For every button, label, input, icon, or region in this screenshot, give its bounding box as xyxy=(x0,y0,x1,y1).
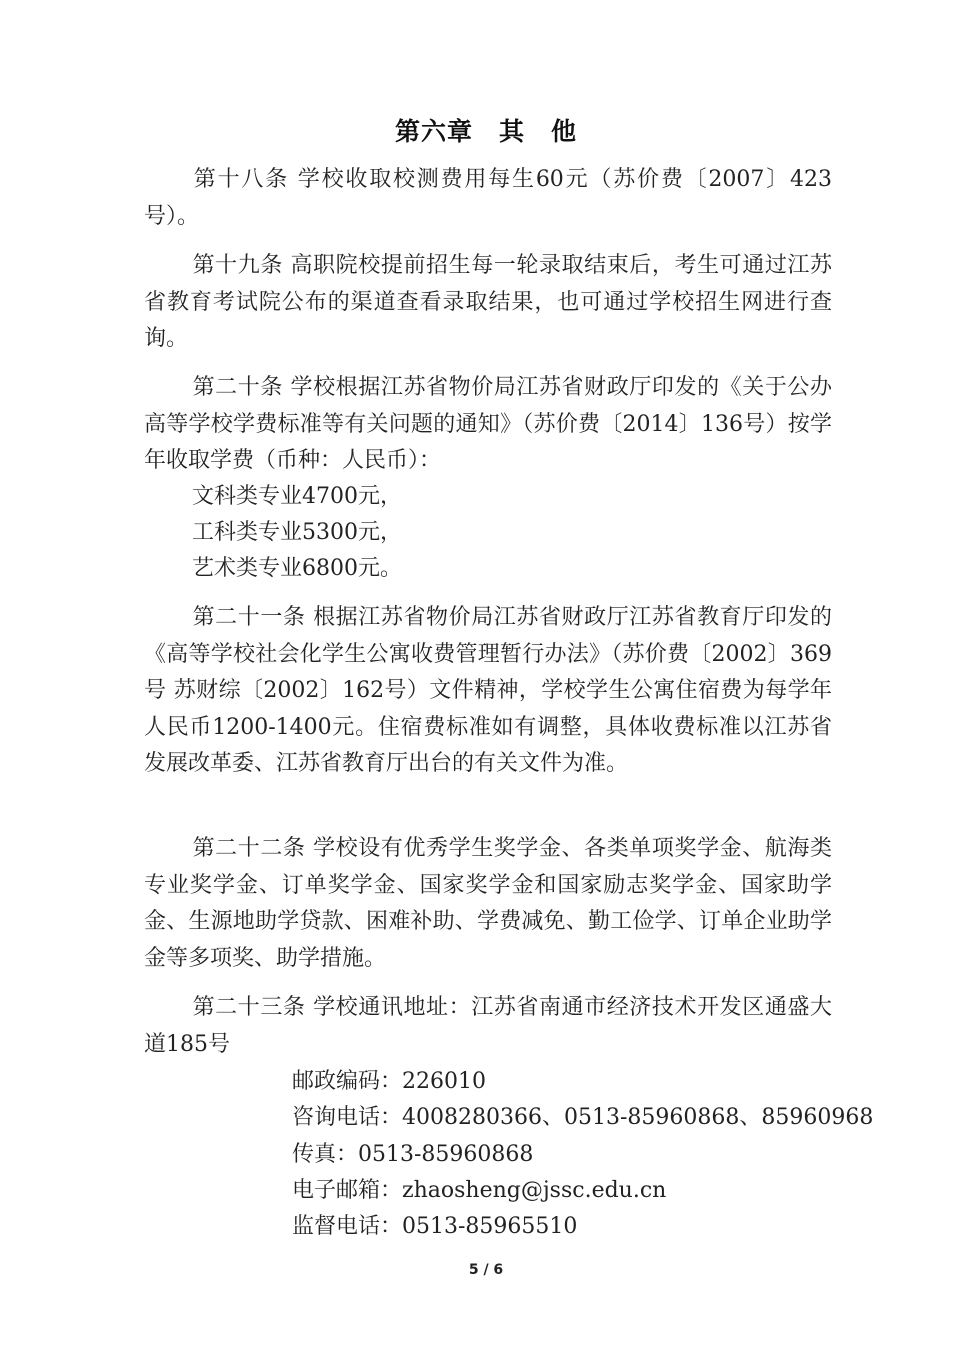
article-22 xyxy=(144,831,832,977)
article-text: 第十九条 高职院校提前招生每一轮录取结束后，考生可通过江苏省教育考试院公布的渠道查看录取结果，也可通过学校招生网进行查询。 xyxy=(144,253,832,351)
article-text: 第二十一条 根据江苏省物价局江苏省财政厅江苏省教育厅印发的《高等学校社会化学生公寓收费管理暂行办法》（苏价费〔2002〕369号 苏财综〔2002〕162号）文件精神，学校学生公寓住宿费为每学年人民币1200-1400元。住宿费标准如有调整，具体收费标准以江苏省发展改革委、江苏省教育厅出台的有关文件为准。 xyxy=(144,605,832,776)
article-23 xyxy=(144,990,832,1063)
article-text: 第十八条 学校收取校测费用每生60元（苏价费〔2007〕423号）。 xyxy=(144,167,832,229)
article-text: 第二十二条 学校设有优秀学生奖学金、各类单项奖学金、航海类专业奖学金、订单奖学金、国家奖学金和国家励志奖学金、国家助学金、生源地助学贷款、困难补助、学费减免、勤工俭学、订单企业助学金等多项奖、助学措施。 xyxy=(144,836,832,971)
contact-supervision-phone: 监督电话：0513-85965510 xyxy=(292,1214,578,1239)
chapter-title: 第六章 其 他 xyxy=(394,117,577,146)
article-21 xyxy=(144,600,832,783)
article-text: 第二十三条 学校通讯地址：江苏省南通市经济技术开发区通盛大道185号 xyxy=(144,995,832,1057)
contact-postcode: 邮政编码：226010 xyxy=(292,1069,486,1094)
article-text: 第二十条 学校根据江苏省物价局江苏省财政厅印发的《关于公办高等学校学费标准等有关问题的通知》（苏价费〔2014〕136号）按学年收取学费（币种：人民币）： xyxy=(144,375,832,473)
article-20 xyxy=(144,370,832,480)
tuition-liberal-arts: 文科类专业4700元， xyxy=(192,484,402,509)
tuition-engineering: 工科类专业5300元， xyxy=(192,520,402,545)
tuition-arts: 艺术类专业6800元。 xyxy=(192,556,402,581)
contact-fax: 传真：0513-85960868 xyxy=(292,1142,534,1167)
contact-phone: 咨询电话：4008280366、0513-85960868、85960968 xyxy=(292,1105,874,1130)
contact-email: 电子邮箱：zhaosheng@jssc.edu.cn xyxy=(292,1178,667,1203)
article-18 xyxy=(144,162,832,235)
page-indicator: 5 / 6 xyxy=(468,1262,504,1278)
article-19 xyxy=(144,248,832,358)
